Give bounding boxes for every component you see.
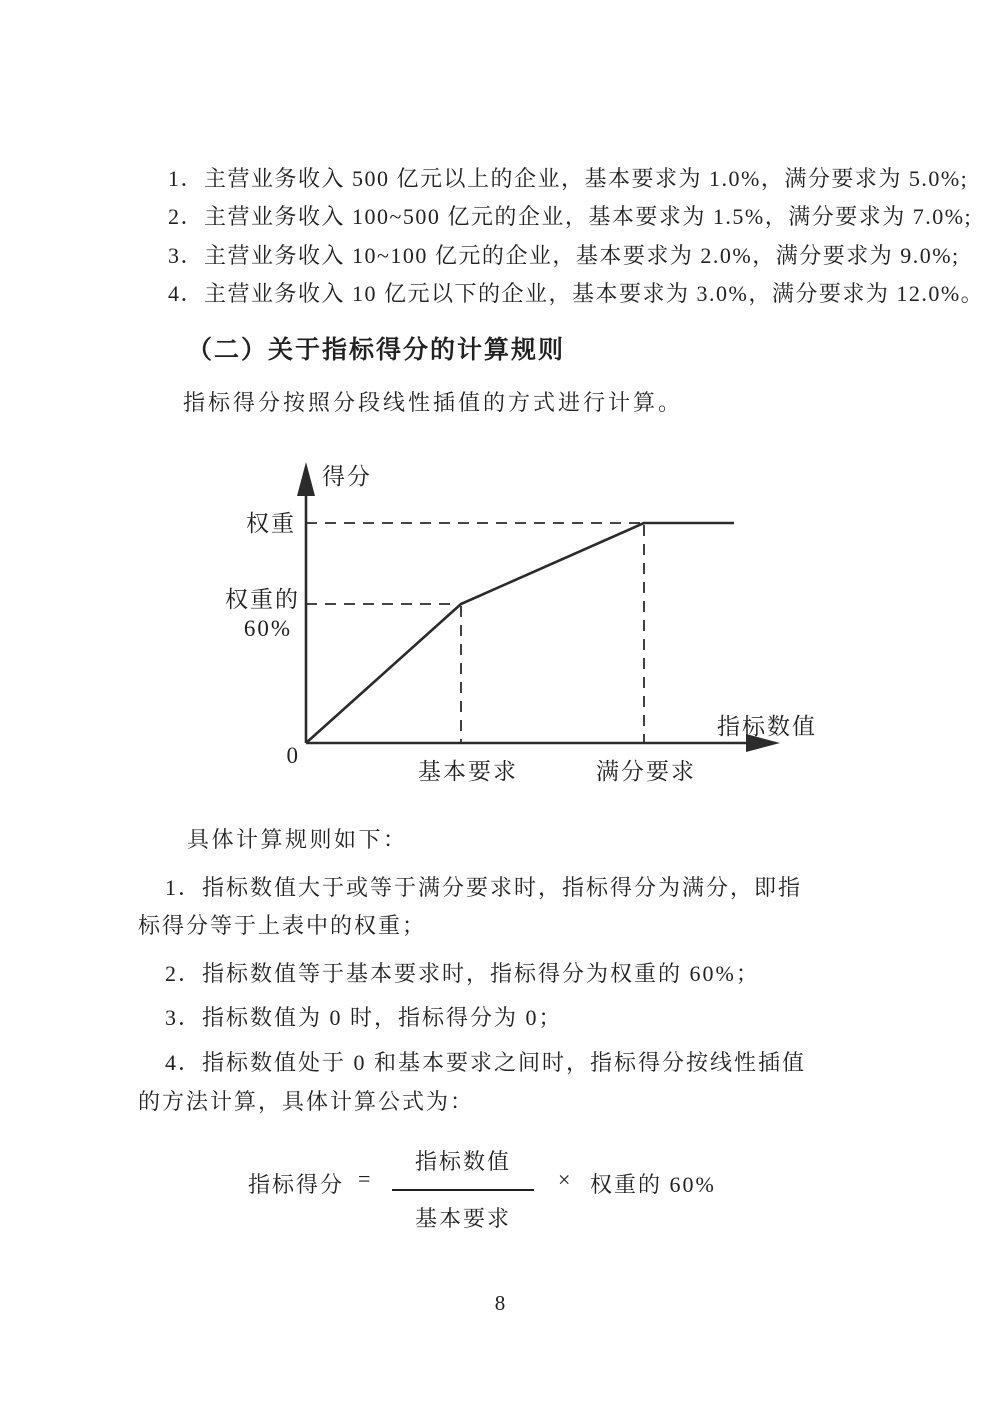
score-curve-chart bbox=[210, 450, 820, 795]
intro-list-item-4: 4．主营业务收入 10 亿元以下的企业，基本要求为 3.0%，满分要求为 12.0%。 bbox=[168, 281, 985, 306]
formula-numerator: 指标数值 bbox=[414, 1149, 511, 1174]
formula-fraction bbox=[392, 1145, 534, 1233]
intro-list-item-3: 3．主营业务收入 10~100 亿元的企业，基本要求为 2.0%，满分要求为 9.0%; bbox=[168, 243, 960, 268]
y-axis-label: 得分 bbox=[322, 464, 372, 489]
rule-line-2: 2．指标数值等于基本要求时，指标得分为权重的 60%； bbox=[165, 961, 760, 986]
formula-lhs: 指标得分 bbox=[248, 1172, 345, 1197]
formula-denominator: 基本要求 bbox=[414, 1206, 511, 1231]
origin-label: 0 bbox=[286, 743, 300, 768]
formula-rhs: 权重的 60% bbox=[590, 1172, 716, 1197]
rule-line-1b: 标得分等于上表中的权重； bbox=[138, 913, 427, 938]
intro-list-item-2: 2．主营业务收入 100~500 亿元的企业，基本要求为 1.5%，满分要求为 7.0%; bbox=[168, 204, 973, 229]
page-number: 8 bbox=[494, 1291, 506, 1315]
formula-equals: = bbox=[358, 1166, 373, 1191]
rule-line-4: 4．指标数值处于 0 和基本要求之间时，指标得分按线性插值 bbox=[165, 1050, 807, 1075]
rule-line-1: 1．指标数值大于或等于满分要求时，指标得分为满分，即指 bbox=[165, 875, 803, 900]
rule-line-4b: 的方法计算，具体计算公式为： bbox=[138, 1089, 475, 1114]
y-tick-weight-label: 权重 bbox=[246, 511, 296, 536]
section-intro-paragraph: 指标得分按照分段线性插值的方式进行计算。 bbox=[183, 390, 684, 415]
y-tick-60pct-label-line1: 权重的 bbox=[225, 587, 300, 612]
x-tick-basic-label: 基本要求 bbox=[418, 759, 518, 784]
intro-list-item-1: 1．主营业务收入 500 亿元以上的企业，基本要求为 1.0%，满分要求为 5.0%; bbox=[168, 166, 969, 191]
section-heading: （二）关于指标得分的计算规则 bbox=[187, 337, 566, 364]
x-axis-label: 指标数值 bbox=[717, 714, 817, 739]
score-curve-figure bbox=[210, 450, 820, 795]
rule-line-3: 3．指标数值为 0 时，指标得分为 0； bbox=[165, 1005, 563, 1030]
x-tick-full-label: 满分要求 bbox=[596, 759, 696, 784]
rules-lead: 具体计算规则如下： bbox=[187, 827, 408, 852]
y-tick-60pct-label-line2: 60% bbox=[243, 616, 292, 641]
y-axis-arrowhead-icon bbox=[297, 462, 315, 496]
formula-times: × bbox=[558, 1167, 573, 1192]
score-curve bbox=[306, 523, 734, 743]
